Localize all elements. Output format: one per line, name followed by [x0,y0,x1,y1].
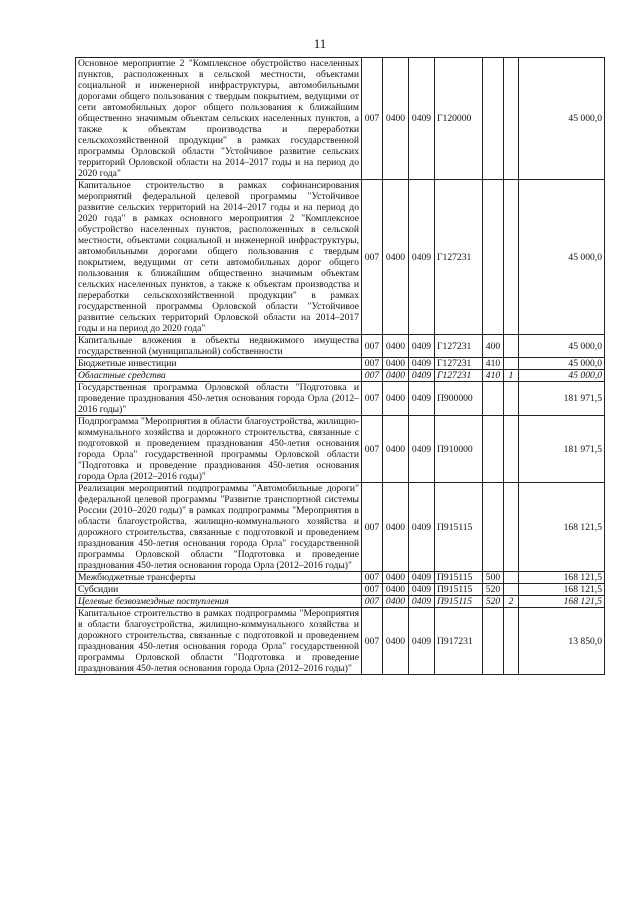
section-code: 0400 [383,58,409,180]
target-article-code: П910000 [435,416,483,483]
amount: 168 121,5 [519,596,605,608]
expense-type-code [483,416,504,483]
source-code [504,335,519,358]
subsection-code: 0409 [409,335,435,358]
expense-type-code: 500 [483,572,504,584]
ministry-code: 007 [362,483,383,572]
subsection-code: 0409 [409,370,435,382]
ministry-code: 007 [362,370,383,382]
table-row [76,483,605,572]
target-article-code: Г127231 [435,370,483,382]
amount: 45 000,0 [519,58,605,180]
source-code [504,483,519,572]
subsection-code: 0409 [409,483,435,572]
amount: 168 121,5 [519,483,605,572]
table-row [76,58,605,180]
source-code [504,572,519,584]
table-row [76,572,605,584]
section-code: 0400 [383,358,409,370]
source-code [504,382,519,416]
section-code: 0400 [383,608,409,675]
section-code: 0400 [383,572,409,584]
row-name: Основное мероприятие 2 "Комплексное обустройство населенных пунктов, расположенных в сельской местности, объектами социальной и инженерной инфраструктуры, автомобильными дорогами общего пользования с твердым покрытием, ведущими от сети автомобильных дорог общего пользования к ближайшим общественно значимым объектам сельских населенных пунктов, а также к объектам производства и переработки сельскохозяйственной продукции" в рамках государственной программы Орловской области "Устойчивое развитие сельских территорий Орловской области на 2014–2017 годы и на период до 2020 года" [76,58,362,180]
ministry-code: 007 [362,58,383,180]
target-article-code: П915115 [435,483,483,572]
ministry-code: 007 [362,382,383,416]
source-code: 2 [504,596,519,608]
row-name: Бюджетные инвестиции [76,358,362,370]
ministry-code: 007 [362,180,383,335]
row-name: Реализация мероприятий подпрограммы "Автомобильные дороги" федеральной целевой программы "Развитие транспортной системы России (2010–2020 годы)" в рамках подпрограммы "Мероприятия в области благоустройства, жилищно-коммунального хозяйства и дорожного строительства, связанные с подготовкой и проведением празднования 450-летия основания города Орла" государственной программы Орловской области "Подготовка и проведение празднования 450-летия основания города Орла (2012–2016 годы)" [76,483,362,572]
subsection-code: 0409 [409,180,435,335]
subsection-code: 0409 [409,416,435,483]
subsection-code: 0409 [409,572,435,584]
target-article-code: П900000 [435,382,483,416]
source-code: 1 [504,370,519,382]
expense-type-code: 410 [483,370,504,382]
table-row [76,358,605,370]
expense-type-code: 410 [483,358,504,370]
target-article-code: П915115 [435,584,483,596]
table-row [76,335,605,358]
source-code [504,584,519,596]
source-code [504,416,519,483]
expense-type-code [483,382,504,416]
row-name: Субсидии [76,584,362,596]
budget-table [75,57,605,675]
target-article-code: Г127231 [435,358,483,370]
expense-type-code: 520 [483,584,504,596]
amount: 181 971,5 [519,416,605,483]
target-article-code: Г127231 [435,180,483,335]
section-code: 0400 [383,180,409,335]
target-article-code: Г120000 [435,58,483,180]
amount: 45 000,0 [519,335,605,358]
amount: 168 121,5 [519,584,605,596]
page-number: 11 [313,36,327,51]
table-row [76,382,605,416]
amount: 45 000,0 [519,180,605,335]
amount: 168 121,5 [519,572,605,584]
expense-type-code: 520 [483,596,504,608]
expense-type-code: 400 [483,335,504,358]
source-code [504,58,519,180]
table-row [76,370,605,382]
expense-type-code [483,180,504,335]
table-row [76,584,605,596]
amount: 181 971,5 [519,382,605,416]
ministry-code: 007 [362,335,383,358]
subsection-code: 0409 [409,584,435,596]
ministry-code: 007 [362,584,383,596]
row-name: Государственная программа Орловской области "Подготовка и проведение празднования 450-летия основания города Орла (2012–2016 годы)" [76,382,362,416]
section-code: 0400 [383,483,409,572]
subsection-code: 0409 [409,596,435,608]
table-row [76,596,605,608]
target-article-code: П917231 [435,608,483,675]
expense-type-code [483,483,504,572]
row-name: Целевые безвозмездные поступления [76,596,362,608]
section-code: 0400 [383,584,409,596]
source-code [504,608,519,675]
source-code [504,180,519,335]
ministry-code: 007 [362,358,383,370]
ministry-code: 007 [362,608,383,675]
section-code: 0400 [383,596,409,608]
section-code: 0400 [383,416,409,483]
row-name: Капитальные вложения в объекты недвижимого имущества государственной (муниципальной) собственности [76,335,362,358]
target-article-code: П915115 [435,596,483,608]
amount: 13 850,0 [519,608,605,675]
amount: 45 000,0 [519,370,605,382]
subsection-code: 0409 [409,382,435,416]
row-name: Капитальное строительство в рамках софинансирования мероприятий федеральной целевой программы "Устойчивое развитие сельских территорий на 2014–2017 годы и на период до 2020 года" в рамках основного мероприятия 2 "Комплексное обустройство населенных пунктов, расположенных в сельской местности, объектами социальной и инженерной инфраструктуры, автомобильными дорогами общего пользования с твердым покрытием, ведущими от сети автомобильных дорог общего пользования к ближайшим общественно значимым объектам сельских населенных пунктов, а также к объектам производства и переработки сельскохозяйственной продукции" в рамках государственной программы Орловской области "Устойчивое развитие сельских территорий Орловской области на 2014–2017 годы и на период до 2020 года" [76,180,362,335]
target-article-code: Г127231 [435,335,483,358]
section-code: 0400 [383,335,409,358]
ministry-code: 007 [362,416,383,483]
row-name: Межбюджетные трансферты [76,572,362,584]
section-code: 0400 [383,370,409,382]
ministry-code: 007 [362,572,383,584]
target-article-code: П915115 [435,572,483,584]
row-name: Областные средства [76,370,362,382]
subsection-code: 0409 [409,608,435,675]
row-name: Капитальное строительство в рамках подпрограммы "Мероприятия в области благоустройства, жилищно-коммунального хозяйства и дорожного строительства, связанные с подготовкой и проведением празднования 450-летия основания города Орла" государственной программы Орловской области "Подготовка и проведение празднования 450-летия основания города Орла (2012–2016 годы)" [76,608,362,675]
section-code: 0400 [383,382,409,416]
table-row [76,608,605,675]
row-name: Подпрограмма "Мероприятия в области благоустройства, жилищно-коммунального хозяйства и дорожного строительства, связанные с подготовкой и проведением празднования 450-летия основания города Орла" государственной программы Орловской области "Подготовка и проведение празднования 450-летия основания города Орла (2012–2016 годы)" [76,416,362,483]
ministry-code: 007 [362,596,383,608]
amount: 45 000,0 [519,358,605,370]
source-code [504,358,519,370]
table-row [76,416,605,483]
subsection-code: 0409 [409,358,435,370]
expense-type-code [483,58,504,180]
expense-type-code [483,608,504,675]
subsection-code: 0409 [409,58,435,180]
table-row [76,180,605,335]
